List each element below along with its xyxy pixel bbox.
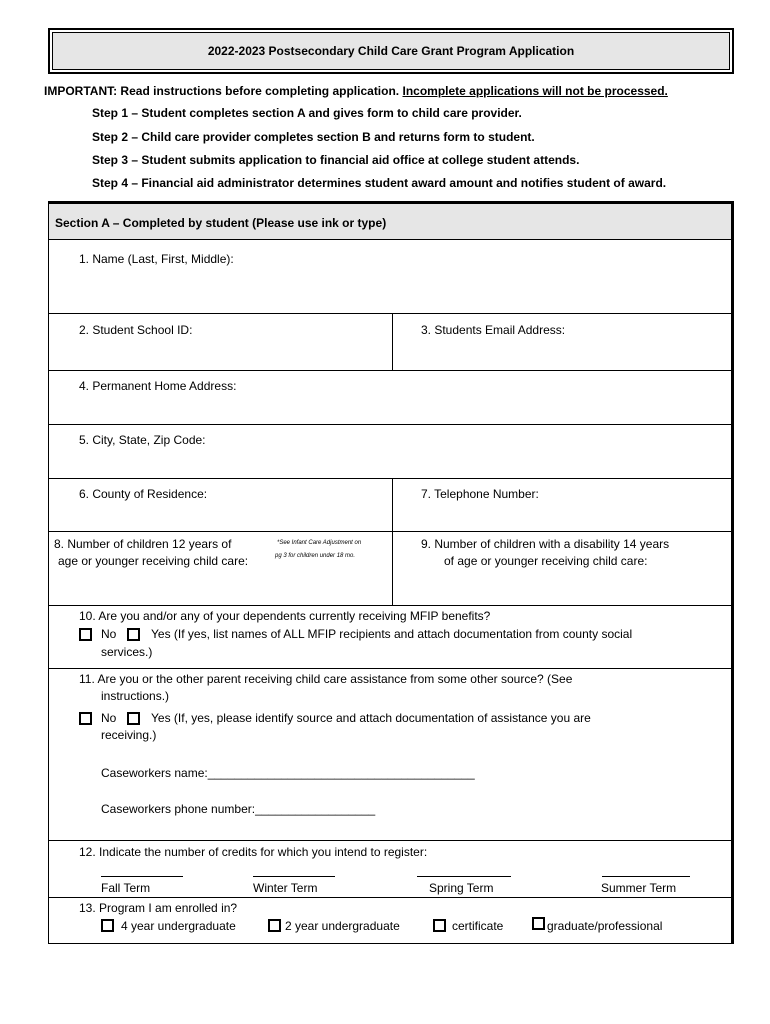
name-label: 1. Name (Last, First, Middle): — [79, 252, 234, 266]
mfip-question: 10. Are you and/or any of your dependents currently receiving MFIP benefits? — [79, 609, 491, 623]
section-a-header: Section A – Completed by student (Please use ink or type) — [49, 202, 731, 240]
program-2yr-checkbox[interactable] — [268, 919, 281, 932]
section-a-form — [48, 201, 734, 944]
divider — [392, 479, 393, 532]
program-certificate-label: certificate — [452, 919, 504, 933]
assistance-no-checkbox[interactable] — [79, 712, 92, 725]
form-title-box — [48, 28, 734, 74]
program-4yr-checkbox[interactable] — [101, 919, 114, 932]
assistance-yes-checkbox[interactable] — [127, 712, 140, 725]
divider — [392, 532, 393, 606]
children-disability-label-line2: of age or younger receiving child care: — [444, 554, 648, 568]
county-label: 6. County of Residence: — [79, 487, 208, 501]
assistance-no-label: No — [101, 711, 117, 725]
address-row[interactable] — [49, 371, 731, 425]
step-3: Step 3 – Student submits application to financial aid office at college student attends. — [92, 153, 580, 167]
form-title: 2022-2023 Postsecondary Child Care Grant Program Application — [52, 32, 730, 70]
important-notice — [44, 84, 724, 98]
credits-row — [49, 841, 731, 898]
caseworker-name-field[interactable]: Caseworkers name:________________________________________ — [101, 766, 475, 780]
children-12-label-line1: 8. Number of children 12 years of — [54, 537, 232, 551]
fall-term-label: Fall Term — [101, 881, 151, 895]
school-id-label: 2. Student School ID: — [79, 323, 193, 337]
winter-term-label: Winter Term — [253, 881, 318, 895]
mfip-row — [49, 606, 731, 669]
program-question: 13. Program I am enrolled in? — [79, 901, 238, 915]
divider — [392, 314, 393, 371]
step-1: Step 1 – Student completes section A and gives form to child care provider. — [92, 106, 522, 120]
spring-credits-blank[interactable] — [417, 876, 511, 877]
email-label: 3. Students Email Address: — [421, 323, 566, 337]
spring-term-label: Spring Term — [429, 881, 494, 895]
summer-credits-blank[interactable] — [602, 876, 690, 877]
assistance-question-line1: 11. Are you or the other parent receiving child care assistance from some other source? (See — [79, 672, 573, 686]
program-4yr-label: 4 year undergraduate — [121, 919, 236, 933]
assistance-yes-label-line1: Yes (If, yes, please identify source and attach documentation of assistance you are — [151, 711, 591, 725]
telephone-label: 7. Telephone Number: — [421, 487, 539, 501]
program-certificate-checkbox[interactable] — [433, 919, 446, 932]
credits-question: 12. Indicate the number of credits for which you intend to register: — [79, 845, 428, 859]
program-row — [49, 898, 731, 943]
mfip-no-checkbox[interactable] — [79, 628, 92, 641]
important-warning: Incomplete applications will not be processed. — [402, 84, 668, 98]
children-12-label-line2: age or younger receiving child care: — [58, 554, 249, 568]
name-row[interactable] — [49, 240, 731, 314]
caseworker-phone-field[interactable]: Caseworkers phone number:__________________ — [101, 802, 376, 816]
city-row[interactable] — [49, 425, 731, 479]
mfip-yes-checkbox[interactable] — [127, 628, 140, 641]
children-disability-label-line1: 9. Number of children with a disability 14 years — [421, 537, 670, 551]
program-graduate-checkbox[interactable] — [532, 917, 545, 930]
fall-credits-blank[interactable] — [101, 876, 183, 877]
assistance-question-line2: instructions.) — [101, 689, 170, 703]
summer-term-label: Summer Term — [601, 881, 677, 895]
id-email-row — [49, 314, 731, 371]
city-label: 5. City, State, Zip Code: — [79, 433, 206, 447]
assistance-yes-label-line2: receiving.) — [101, 728, 157, 742]
step-2: Step 2 – Child care provider completes section B and returns form to student. — [92, 130, 535, 144]
winter-credits-blank[interactable] — [253, 876, 335, 877]
address-label: 4. Permanent Home Address: — [79, 379, 237, 393]
program-2yr-label: 2 year undergraduate — [285, 919, 400, 933]
program-graduate-label: graduate/professional — [547, 919, 663, 933]
mfip-yes-label-line1: Yes (If yes, list names of ALL MFIP recipients and attach documentation from county social — [151, 627, 633, 641]
mfip-yes-label-line2: services.) — [101, 645, 153, 659]
infant-note-line2: pg 3 for children under 18 mo. — [275, 553, 356, 559]
mfip-no-label: No — [101, 627, 117, 641]
assistance-row — [49, 669, 731, 841]
important-prefix: IMPORTANT: Read instructions before completing application. — [44, 84, 400, 98]
infant-note-line1: *See Infant Care Adjustment on — [277, 540, 362, 546]
county-phone-row — [49, 479, 731, 532]
step-4: Step 4 – Financial aid administrator determines student award amount and notifies student of award. — [92, 176, 667, 190]
children-row — [49, 532, 731, 606]
